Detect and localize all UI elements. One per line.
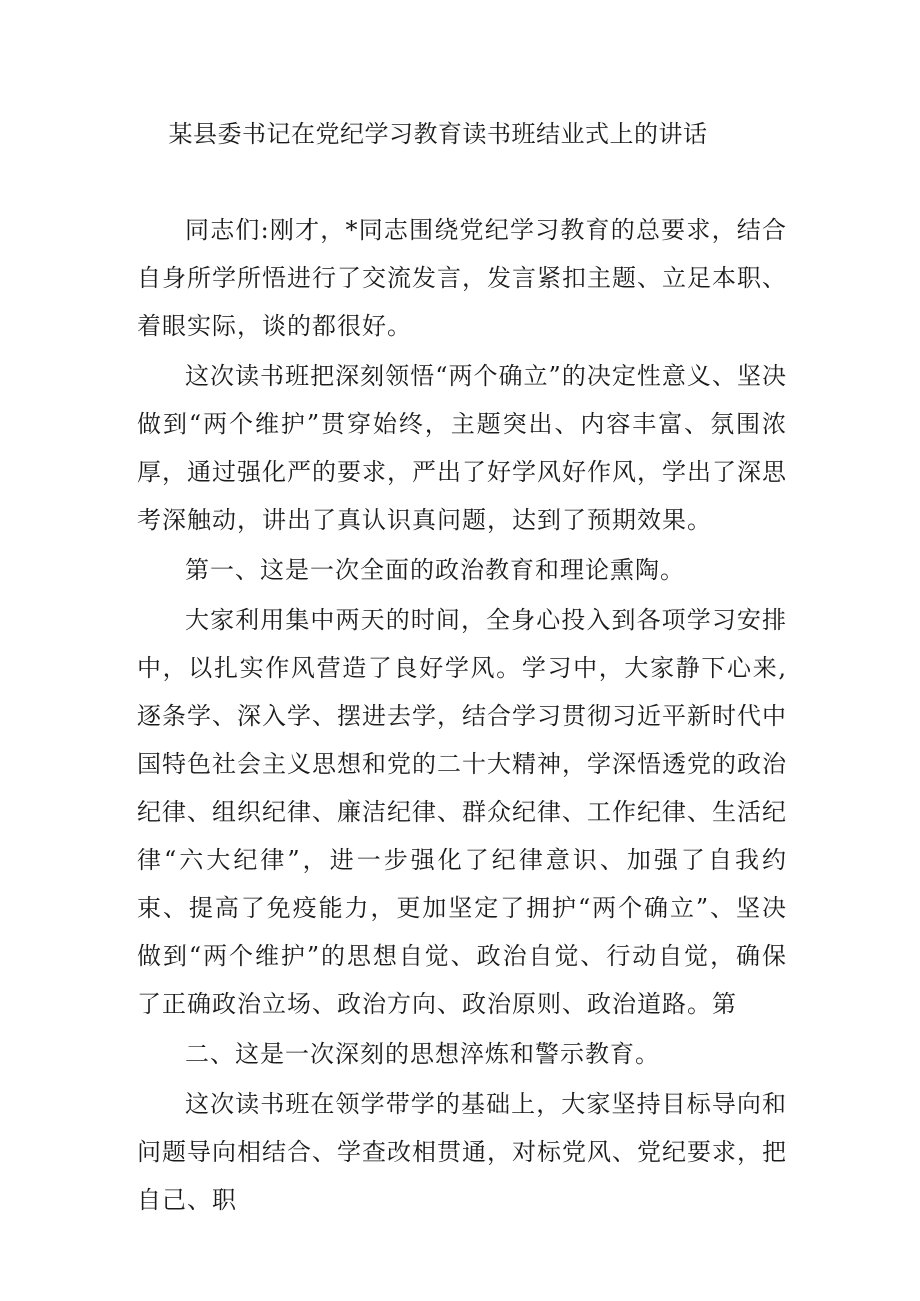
paragraph-section-one: 大家利用集中两天的时间，全身心投入到各项学习安排中，以扎实作风营造了良好学风。学习中，大家静下心来,逐条学、深入学、摆进去学，结合学习贯彻习近平新时代中国特色社会主义思想和党的二十大精神，学深悟透党的政治纪律、组织纪律、廉洁纪律、群众纪律、工作纪律、生活纪律“六大纪律”，进一步强化了纪律意识、加强了自我约束、提高了免疫能力，更加坚定了拥护“两个确立”、坚决做到“两个维护”的思想自觉、政治自觉、行动自觉，确保了正确政治立场、政治方向、政治原则、政治道路。第 (137, 606, 787, 1018)
paragraph-heading-one: 第一、这是一次全面的政治教育和理论熏陶。 (185, 556, 685, 584)
document-title: 某县委书记在党纪学习教育读书班结业式上的讲话 (168, 120, 708, 148)
paragraph-heading-two: 二、这是一次深刻的思想淬炼和警示教育。 (185, 1040, 660, 1068)
paragraph-section-two: 这次读书班在领学带学的基础上，大家坚持目标导向和问题导向相结合、学查改相贯通，对标党风、党纪要求，把自己、职 (137, 1090, 787, 1214)
document-body (137, 206, 787, 1224)
paragraph-summary: 这次读书班把深刻领悟“两个确立”的决定性意义、坚决做到“两个维护”贯穿始终，主题突出、内容丰富、氛围浓厚，通过强化严的要求，严出了好学风好作风，学出了深思考深触动，讲出了真认识真问题，达到了预期效果。 (137, 362, 787, 534)
paragraph-greeting: 同志们:刚才，*同志围绕党纪学习教育的总要求，结合自身所学所悟进行了交流发言，发言紧扣主题、立足本职、着眼实际，谈的都很好。 (137, 216, 787, 340)
